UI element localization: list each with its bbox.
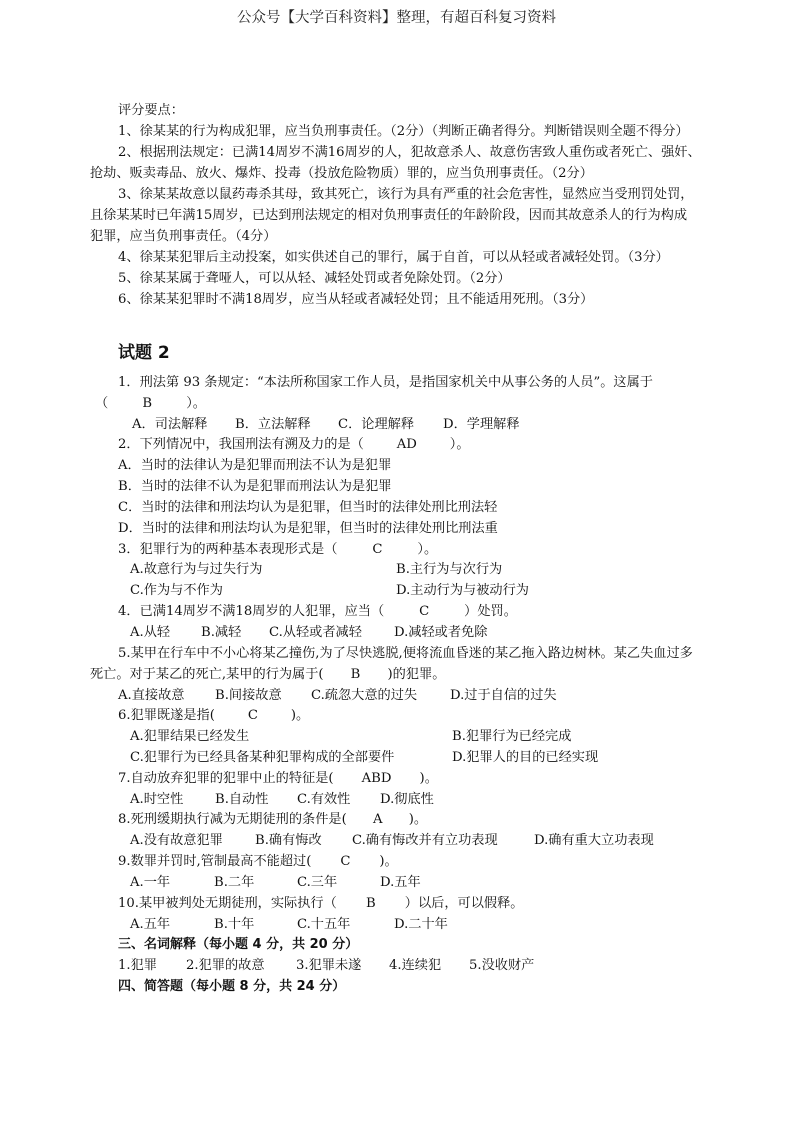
question-8-option-a: A.没有故意犯罪 <box>130 833 223 848</box>
scoring-point-2-line-2: 抢劫、贩卖毒品、放火、爆炸、投毒（投放危险物质）罪的，应当负刑事责任。（2分） <box>90 166 593 181</box>
question-1-post: ）。 <box>186 396 206 411</box>
question-6-answer: C <box>247 708 258 723</box>
question-2-option-b: B．当时的法律不认为是犯罪而刑法认为是犯罪 <box>118 479 392 494</box>
question-5-answer: B <box>350 667 361 682</box>
scoring-point-3-line-1: 3、徐某某故意以鼠药毒杀其母，致其死亡，该行为具有严重的社会危害性，显然应当受刑罚处罚， <box>118 187 694 202</box>
scoring-title: 评分要点： <box>118 103 184 118</box>
question-8-option-d: D.确有重大立功表现 <box>534 833 654 848</box>
scoring-point-6: 6、徐某某犯罪时不满18周岁，应当从轻或者减轻处罚；且不能适用死刑。（3分） <box>118 292 594 307</box>
question-8-text: 8.死刑缓期执行减为无期徒刑的条件是( A )。 <box>118 812 428 827</box>
scoring-point-5: 5、徐某某属于聋哑人，可以从轻、减轻处罚或者免除处罚。（2分） <box>118 271 511 286</box>
question-2-answer: AD <box>396 437 417 452</box>
question-8-option-b: B.确有悔改 <box>255 833 322 848</box>
question-8-option-c: C.确有悔改并有立功表现 <box>352 833 498 848</box>
question-7-option-b: B.自动性 <box>215 792 269 807</box>
question-7-option-c: C.有效性 <box>297 792 351 807</box>
question-7-answer: ABD <box>361 771 392 786</box>
question-7-text: 7.自动放弃犯罪的犯罪中止的特征是( ABD )。 <box>118 771 438 786</box>
question-6-option-a: A.犯罪结果已经发生 <box>130 729 250 744</box>
question-1-answer-line <box>95 395 206 413</box>
question-5-text-line-2: 死亡。对于某乙的死亡,某甲的行为属于( B )的犯罪。 <box>90 667 446 682</box>
question-10-option-c: C.十五年 <box>297 917 351 932</box>
page-header: 公众号【大学百科资料】整理，有超百科复习资料 <box>237 10 556 26</box>
question-6-option-d: D.犯罪人的目的已经实现 <box>452 750 599 765</box>
question-10-option-b: B.十年 <box>214 917 255 932</box>
question-10-text: 10.某甲被判处无期徒刑，实际执行（ B ）以后，可以假释。 <box>118 896 524 911</box>
question-6-option-b: B.犯罪行为已经完成 <box>452 729 572 744</box>
question-5-option-b: B.间接故意 <box>215 688 282 703</box>
question-3-option-c: C.作为与不作为 <box>130 583 223 598</box>
term-item-1: 1.犯罪 <box>118 958 157 973</box>
question-4-option-a: A.从轻 <box>130 625 171 640</box>
question-8-answer: A <box>372 812 383 827</box>
question-1-option-a: A．司法解释 <box>132 417 208 432</box>
question-9-option-d: D.五年 <box>380 875 421 890</box>
question-4-text: 4．已满14周岁不满18周岁的人犯罪，应当（ C ）处罚。 <box>118 604 517 619</box>
question-10-answer: B <box>365 896 376 911</box>
question-9-answer: C <box>340 854 351 869</box>
question-9-option-a: A.一年 <box>130 875 171 890</box>
question-1-option-c: C．论理解释 <box>338 417 415 432</box>
question-5-option-d: D.过于自信的过失 <box>450 688 557 703</box>
part-3-title: 三、名词解释（每小题 4 分，共 20 分） <box>118 937 359 952</box>
scoring-point-1: 1、徐某某的行为构成犯罪，应当负刑事责任。（2分）（判断正确者得分。判断错误则全题不得分） <box>118 124 689 139</box>
question-1-answer: B <box>142 396 153 411</box>
term-item-5: 5.没收财产 <box>469 958 535 973</box>
question-2-option-a: A．当时的法律认为是犯罪而刑法不认为是犯罪 <box>118 458 392 473</box>
question-5-option-c: C.疏忽大意的过失 <box>311 688 418 703</box>
question-4-option-d: D.减轻或者免除 <box>394 625 488 640</box>
question-9-option-b: B.二年 <box>214 875 255 890</box>
question-7-option-a: A.时空性 <box>130 792 184 807</box>
section-title: 试题 2 <box>118 343 170 363</box>
question-4-option-c: C.从轻或者减轻 <box>269 625 362 640</box>
question-1-pre: （ <box>95 396 109 411</box>
question-1-option-b: B．立法解释 <box>235 417 311 432</box>
question-5-text-line-1: 5.某甲在行车中不小心将某乙撞伤,为了尽快逃脱,便将流血昏迷的某乙拖入路边树林。某乙失血过多 <box>118 646 693 661</box>
question-7-option-d: D.彻底性 <box>380 792 434 807</box>
question-3-option-a: A.故意行为与过失行为 <box>130 562 263 577</box>
question-6-option-c: C.犯罪行为已经具备某种犯罪构成的全部要件 <box>130 750 395 765</box>
question-10-option-a: A.五年 <box>130 917 171 932</box>
question-3-answer: C <box>372 542 383 557</box>
question-2-text: 2．下列情况中，我国刑法有溯及力的是（ AD ）。 <box>118 437 470 452</box>
question-2-option-c: C．当时的法律和刑法均认为是犯罪，但当时的法律处刑比刑法轻 <box>118 500 498 515</box>
question-5-option-a: A.直接故意 <box>118 688 185 703</box>
scoring-point-3-line-3: 犯罪，应当负刑事责任。（4分） <box>90 229 277 244</box>
question-2-option-d: D．当时的法律和刑法均认为是犯罪，但当时的法律处刑比刑法重 <box>118 521 498 536</box>
term-item-2: 2.犯罪的故意 <box>186 958 265 973</box>
question-1-text: 1．刑法第 93 条规定：“本法所称国家工作人员，是指国家机关中从事公务的人员”。这属于 <box>118 375 653 390</box>
part-4-title: 四、简答题（每小题 8 分，共 24 分） <box>118 979 346 994</box>
question-3-text: 3．犯罪行为的两种基本表现形式是（ C ）。 <box>118 542 438 557</box>
scoring-point-2-line-1: 2、根据刑法规定：已满14周岁不满16周岁的人，犯故意杀人、故意伤害致人重伤或者死亡、强奸、 <box>118 145 701 160</box>
question-9-option-c: C.三年 <box>297 875 338 890</box>
question-1-option-d: D．学理解释 <box>443 417 520 432</box>
term-item-4: 4.连续犯 <box>389 958 442 973</box>
question-3-option-d: D.主动行为与被动行为 <box>396 583 529 598</box>
question-6-text: 6.犯罪既遂是指( C )。 <box>118 708 310 723</box>
question-4-answer: C <box>419 604 430 619</box>
question-9-text: 9.数罪并罚时,管制最高不能超过( C )。 <box>118 854 398 869</box>
question-10-option-d: D.二十年 <box>394 917 448 932</box>
term-item-3: 3.犯罪未遂 <box>296 958 362 973</box>
scoring-point-3-line-2: 且徐某某时已年满15周岁，已达到刑法规定的相对负刑事责任的年龄阶段，因而其故意杀人的行为构成 <box>90 208 688 223</box>
question-4-option-b: B.减轻 <box>201 625 242 640</box>
question-3-option-b: B.主行为与次行为 <box>396 562 503 577</box>
scoring-point-4: 4、徐某某犯罪后主动投案，如实供述自己的罪行，属于自首，可以从轻或者减轻处罚。（3分） <box>118 250 669 265</box>
